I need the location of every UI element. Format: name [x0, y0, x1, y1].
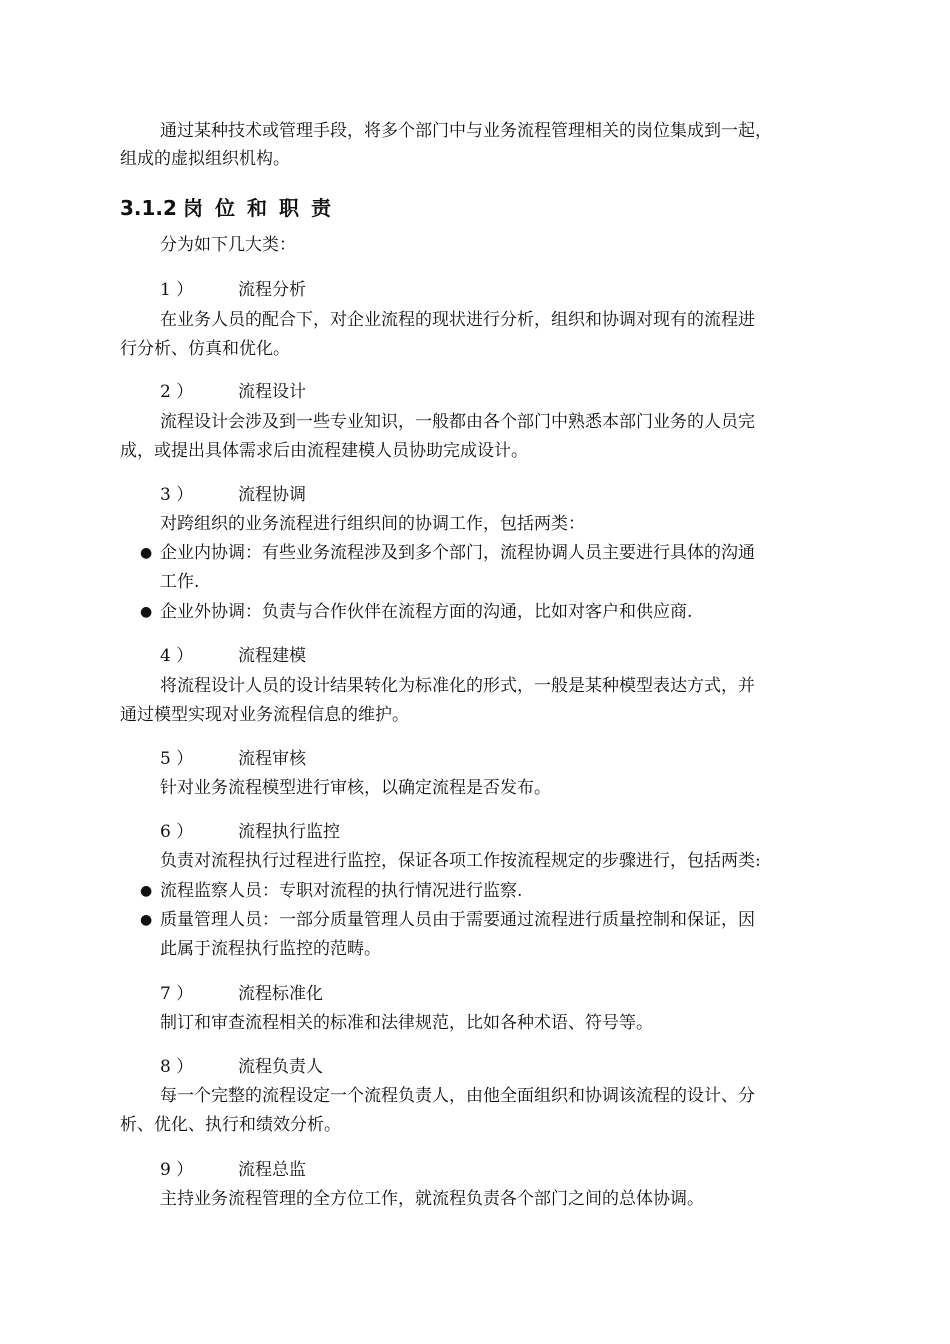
bullet-text-line: 质量管理人员：一部分质量管理人员由于需要通过流程进行质量控制和保证，因 [160, 910, 755, 930]
item-1-heading [160, 276, 306, 304]
section-heading [120, 194, 343, 222]
item-number: 6 ） [160, 822, 194, 842]
item-title: 流程标准化 [238, 984, 323, 1004]
bullet-dot: ● [140, 604, 153, 620]
item-title: 流程分析 [238, 280, 306, 300]
item-number: 2 ） [160, 382, 194, 402]
item-number: 3 ） [160, 485, 194, 505]
item-8-text-line: 每一个完整的流程设定一个流程负责人，由他全面组织和协调该流程的设计、分 [160, 1086, 755, 1106]
section-title: 岗位和职责 [182, 196, 343, 220]
bullet-text-line: 流程监察人员：专职对流程的执行情况进行监察. [160, 881, 523, 901]
bullet-text-line: 企业外协调：负责与合作伙伴在流程方面的沟通，比如对客户和供应商. [160, 602, 693, 622]
bullet-text-line: 工作. [160, 572, 200, 592]
item-title: 流程总监 [238, 1160, 306, 1180]
item-number: 7 ） [160, 984, 194, 1004]
item-number: 1 ） [160, 280, 194, 300]
item-title: 流程执行监控 [238, 822, 340, 842]
item-4-heading [160, 642, 306, 670]
section-number: 3.1.2 [120, 196, 177, 220]
item-8-text-line: 析、优化、执行和绩效分析。 [120, 1115, 341, 1135]
bullet-text-line: 企业内协调：有些业务流程涉及到多个部门，流程协调人员主要进行具体的沟通 [160, 543, 755, 563]
item-6-heading [160, 818, 340, 846]
item-2-heading [160, 378, 306, 406]
item-4-text-line: 通过模型实现对业务流程信息的维护。 [120, 705, 409, 725]
intro-line-2: 组成的虚拟组织机构。 [120, 149, 290, 169]
item-9-text-line: 主持业务流程管理的全方位工作，就流程负责各个部门之间的总体协调。 [160, 1189, 704, 1209]
item-1-text-line: 行分析、仿真和优化。 [120, 339, 290, 359]
item-number: 5 ） [160, 749, 194, 769]
item-3-heading [160, 481, 306, 509]
item-number: 8 ） [160, 1057, 194, 1077]
bullet-dot: ● [140, 545, 153, 561]
intro-line-1: 通过某种技术或管理手段，将多个部门中与业务流程管理相关的岗位集成到一起， [160, 121, 772, 141]
item-title: 流程建模 [238, 646, 306, 666]
item-2-text-line: 流程设计会涉及到一些专业知识，一般都由各个部门中熟悉本部门业务的人员完 [160, 412, 755, 432]
item-title: 流程设计 [238, 382, 306, 402]
bullet-dot: ● [140, 883, 153, 899]
item-6-text-line: 负责对流程执行过程进行监控，保证各项工作按流程规定的步骤进行，包括两类: [160, 851, 761, 871]
item-4-text-line: 将流程设计人员的设计结果转化为标准化的形式，一般是某种模型表达方式，并 [160, 676, 755, 696]
item-3-text-line: 对跨组织的业务流程进行组织间的协调工作，包括两类： [160, 514, 585, 534]
item-7-text-line: 制订和审查流程相关的标准和法律规范，比如各种术语、符号等。 [160, 1013, 653, 1033]
item-number: 9 ） [160, 1160, 194, 1180]
item-5-heading [160, 745, 306, 773]
item-8-heading [160, 1053, 323, 1081]
item-7-heading [160, 980, 323, 1008]
item-title: 流程协调 [238, 485, 306, 505]
item-9-heading [160, 1156, 306, 1184]
item-2-text-line: 成，或提出具体需求后由流程建模人员协助完成设计。 [120, 441, 528, 461]
item-number: 4 ） [160, 646, 194, 666]
item-1-text-line: 在业务人员的配合下，对企业流程的现状进行分析，组织和协调对现有的流程进 [160, 310, 755, 330]
item-title: 流程负责人 [238, 1057, 323, 1077]
section-lead: 分为如下几大类： [160, 235, 296, 255]
item-5-text-line: 针对业务流程模型进行审核，以确定流程是否发布。 [160, 778, 551, 798]
bullet-dot: ● [140, 912, 153, 928]
item-title: 流程审核 [238, 749, 306, 769]
bullet-text-line: 此属于流程执行监控的范畴。 [160, 939, 381, 959]
